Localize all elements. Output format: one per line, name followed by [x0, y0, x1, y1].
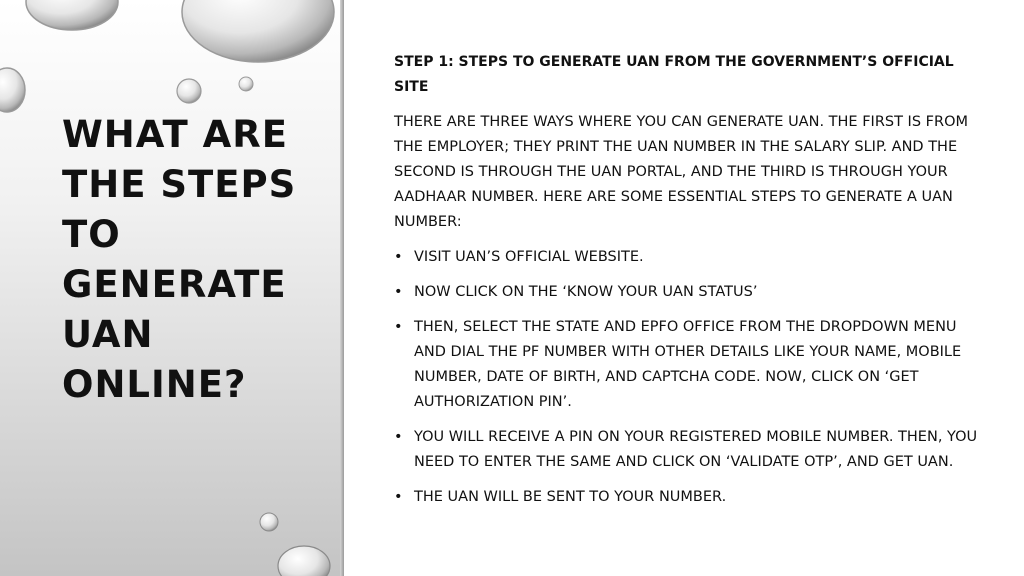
- step-text: NOW CLICK ON THE ‘KNOW YOUR UAN STATUS’: [414, 284, 758, 300]
- step-text: YOU WILL RECEIVE A PIN ON YOUR REGISTERED MOBILE NUMBER. THEN, YOU NEED TO ENTER THE SAME AND CLICK ON ‘VALIDATE OTP’, AND GET UAN.: [414, 429, 978, 470]
- step-text: THEN, SELECT THE STATE AND EPFO OFFICE FROM THE DROPDOWN MENU AND DIAL THE PF NUMBER WITH OTHER DETAILS LIKE YOUR NAME, MOBILE NUMBER, DATE OF BIRTH, AND CAPTCHA CODE. NOW, CLICK ON ‘GET AUTHORIZATION PIN’.: [414, 319, 962, 410]
- slide-body: [394, 50, 984, 520]
- step-item: [394, 280, 984, 305]
- water-drop: [177, 79, 201, 103]
- title-panel: [0, 0, 342, 576]
- bullet-icon: •: [394, 429, 403, 445]
- water-drop: [278, 546, 330, 576]
- water-drop: [26, 0, 118, 30]
- steps-list: [394, 245, 984, 510]
- bullet-icon: •: [394, 249, 403, 265]
- panel-divider: [340, 0, 344, 576]
- slide-title: WHAT ARE THE STEPS TO GENERATE UAN ONLINE?: [62, 113, 297, 406]
- bullet-icon: •: [394, 284, 403, 300]
- step-item: [394, 485, 984, 510]
- step-item: [394, 425, 984, 475]
- step-heading: STEP 1: STEPS TO GENERATE UAN FROM THE GOVERNMENT’S OFFICIAL SITE: [394, 54, 954, 95]
- bullet-icon: •: [394, 319, 403, 335]
- intro-paragraph: THERE ARE THREE WAYS WHERE YOU CAN GENERATE UAN. THE FIRST IS FROM THE EMPLOYER; THEY PRINT THE UAN NUMBER IN THE SALARY SLIP. AND THE SECOND IS THROUGH THE UAN PORTAL, AND THE THIRD IS THROUGH YOUR AADHAAR NUMBER. HERE ARE SOME ESSENTIAL STEPS TO GENERATE A UAN NUMBER:: [394, 114, 968, 230]
- water-drop: [0, 68, 25, 112]
- bullet-icon: •: [394, 489, 403, 505]
- step-item: [394, 245, 984, 270]
- water-drop: [239, 77, 253, 91]
- step-item: [394, 315, 984, 415]
- step-text: VISIT UAN’S OFFICIAL WEBSITE.: [414, 249, 644, 265]
- step-text: THE UAN WILL BE SENT TO YOUR NUMBER.: [414, 489, 727, 505]
- water-drop: [182, 0, 334, 62]
- water-drop: [260, 513, 278, 531]
